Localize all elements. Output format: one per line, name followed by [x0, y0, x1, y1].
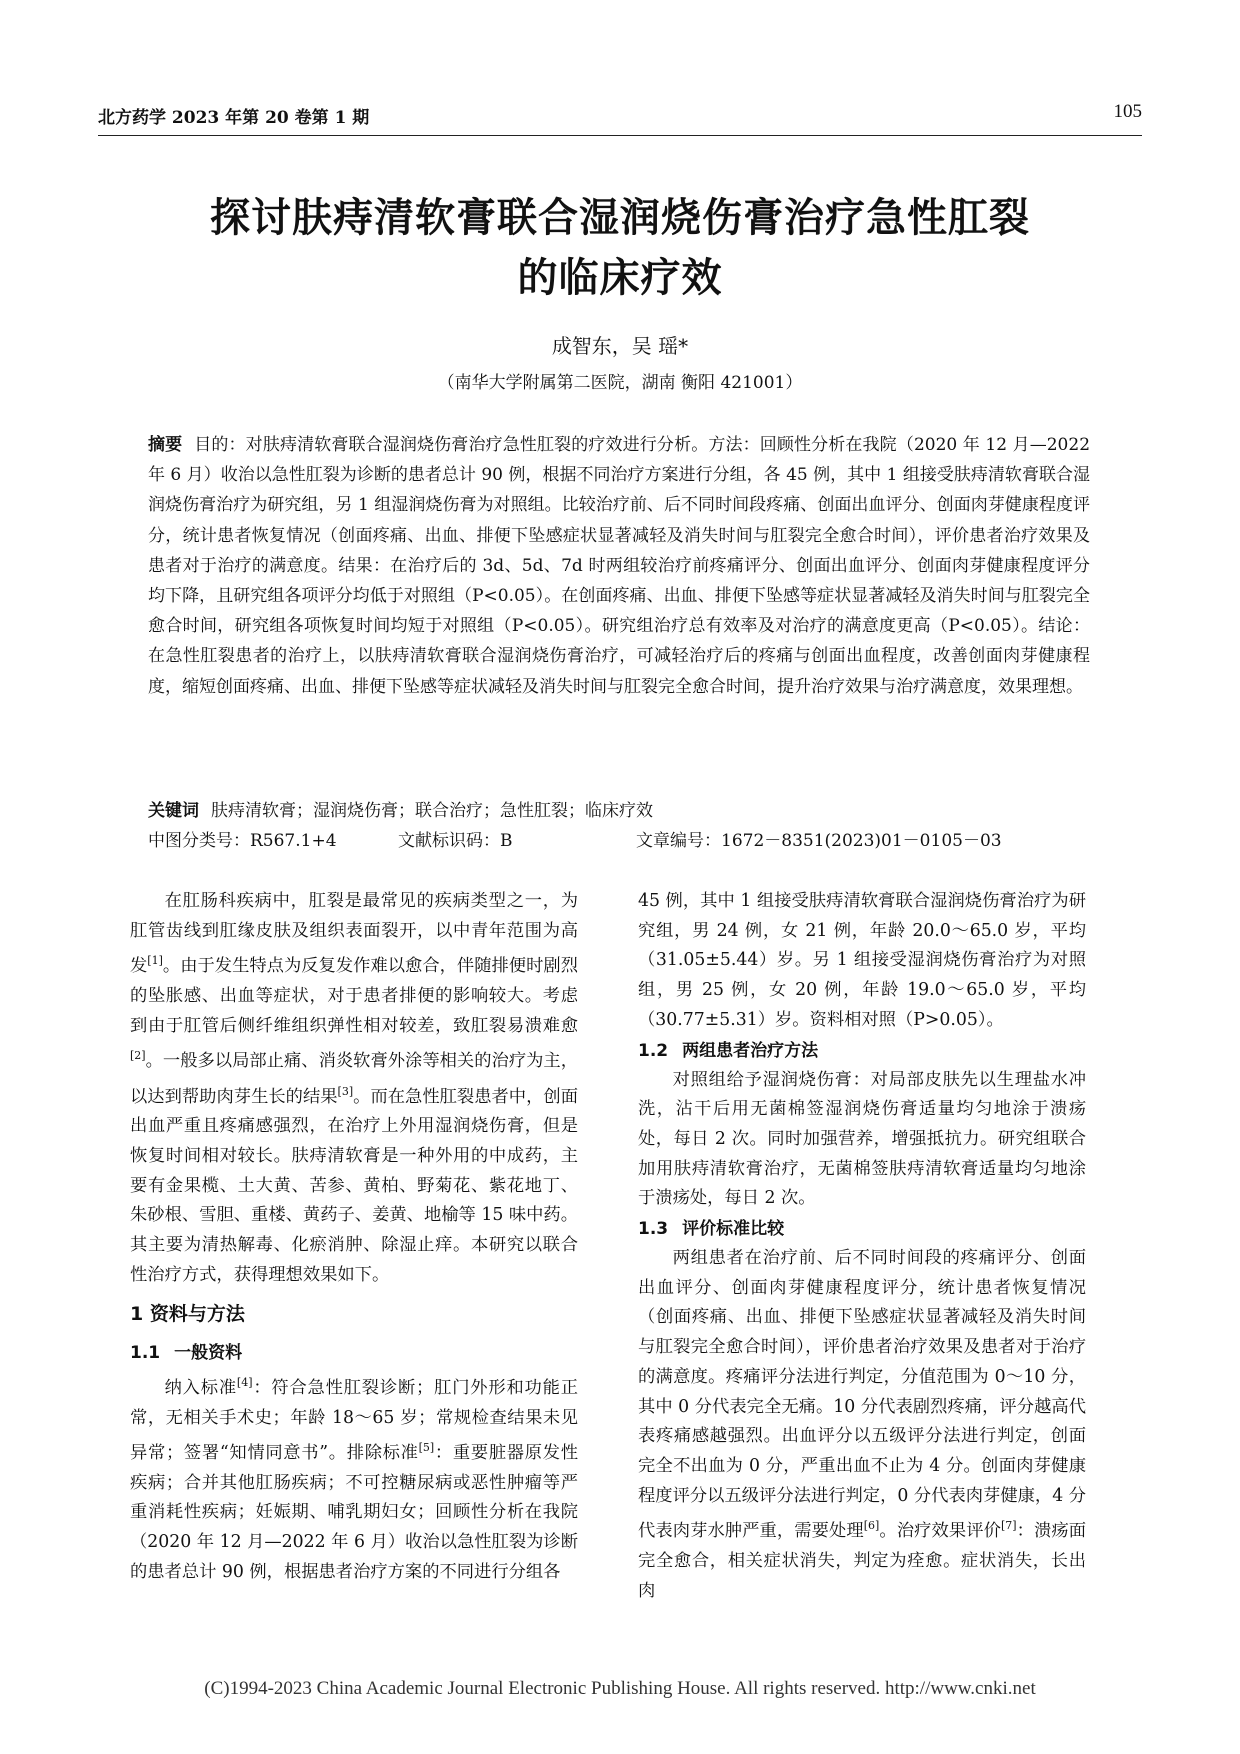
- clc-number: 中图分类号：R567.1+4: [148, 831, 337, 851]
- citation-2: [2]: [130, 1049, 146, 1063]
- keywords: [148, 796, 1090, 826]
- subsection-number: 1.1: [130, 1343, 161, 1364]
- subsection-number: 1.3: [638, 1219, 669, 1240]
- affiliation: （南华大学附属第二医院，湖南 衡阳 421001）: [437, 373, 803, 393]
- title-line-1: 探讨肤痔清软膏联合湿润烧伤膏治疗急性肛裂: [210, 195, 1030, 241]
- article-title: [120, 188, 1120, 308]
- citation-4: [4]: [236, 1376, 253, 1390]
- left-column: [130, 887, 578, 1588]
- subsection-heading-1-2: [638, 1036, 1086, 1066]
- subsection-heading-1-1: [130, 1338, 578, 1368]
- keywords-text: 肤痔清软膏；湿润烧伤膏；联合治疗；急性肛裂；临床疗效: [211, 801, 653, 821]
- abstract-label: 摘要: [148, 435, 183, 455]
- intro-text-d: 。而在急性肛裂患者中，创面出血严重且疼痛感强烈，在治疗上外用湿润烧伤膏，但是恢复时间相对较长。肤痔清软膏是一种外用的中成药，主要有金果榄、土大黄、苦参、黄柏、野菊花、紫花地丁、朱砂根、雪胆、重楼、黄药子、姜黄、地榆等 15 味中药。其主要为清热解毒、化瘀消肿、除湿止痒。本研究以联合性治疗方式，获得理想效果如下。: [130, 1086, 578, 1285]
- document-code: 文献标识码：B: [398, 831, 513, 851]
- intro-text-a: 在肛肠科疾病中，肛裂是最常见的疾病类型之一，为肛管齿线到肛缘皮肤及组织表面裂开，以中青年范围为高发: [130, 891, 578, 977]
- article-number: 文章编号：1672－8351(2023)01－0105－03: [636, 831, 1002, 851]
- subsection-number: 1.2: [638, 1040, 669, 1061]
- keywords-label: 关键词: [148, 801, 199, 821]
- intro-paragraph: [130, 887, 578, 1290]
- group-paragraph: 45 例，其中 1 组接受肤痔清软膏联合湿润烧伤膏治疗为研究组，男 24 例，女 21 例，年龄 20.0～65.0 岁，平均（31.05±5.44）岁。另 1 组接受湿润烧伤膏治疗为对照组，男 25 例，女 20 例，年龄 19.0～65.0 岁，平均（30.77±5.31）岁。资料相对照（P>0.05）。: [638, 891, 1086, 1030]
- intro-text-b: 。由于发生特点为反复发作难以愈合，伴随排便时剧烈的坠胀感、出血等症状，对于患者排便的影响较大。考虑到由于肛管后侧纤维组织弹性相对较差，致肛裂易溃难愈: [130, 956, 578, 1036]
- criteria-text-b: 。治疗效果评价: [879, 1521, 1001, 1542]
- citation-1: [1]: [147, 954, 163, 968]
- running-header: [98, 101, 1142, 136]
- abstract: [148, 430, 1090, 702]
- methods-paragraph: 对照组给予湿润烧伤膏：对局部皮肤先以生理盐水冲洗，沾干后用无菌棉签湿润烧伤膏适量均匀地涂于溃疡处，每日 2 次。同时加强营养，增强抵抗力。研究组联合加用肤痔清软膏治疗，无菌棉签肤痔清软膏适量均匀地涂于溃疡处，每日 2 次。: [638, 1069, 1086, 1209]
- subsection-title: 一般资料: [174, 1343, 243, 1364]
- citation-3: [3]: [337, 1084, 354, 1098]
- citation-5: [5]: [418, 1441, 435, 1455]
- inclusion-paragraph: [130, 1368, 578, 1587]
- criteria-text-c: ：溃疡面完全愈合，相关症状消失，判定为痊愈。症状消失，长出肉: [638, 1521, 1086, 1601]
- inclusion-text-a: 纳入标准: [164, 1377, 237, 1398]
- subsection-title: 评价标准比较: [682, 1219, 785, 1240]
- subsection-title: 两组患者治疗方法: [682, 1040, 819, 1061]
- authors: 成智东，吴 瑶*: [551, 334, 689, 358]
- section-heading-1: 1 资料与方法: [130, 1303, 245, 1326]
- journal-name: 北方药学 2023 年第 20 卷第 1 期: [98, 108, 370, 128]
- title-line-2: 的临床疗效: [517, 255, 723, 301]
- copyright-footer: (C)1994-2023 China Academic Journal Electronic Publishing House. All rights reserved. http://www.cnki.net: [204, 1678, 1036, 1699]
- subsection-heading-1-3: [638, 1214, 1086, 1244]
- criteria-text-a: 两组患者在治疗前、后不同时间段的疼痛评分、创面出血评分、创面肉芽健康程度评分，统计患者恢复情况（创面疼痛、出血、排便下坠感症状显著减轻及消失时间与肛裂完全愈合时间），评价患者治疗效果及患者对于治疗的满意度。疼痛评分法进行判定，分值范围为 0～10 分，其中 0 分代表完全无痛。10 分代表剧烈疼痛，评分越高代表疼痛感越强烈。出血评分以五级评分法进行判定，创面完全不出血为 0 分，严重出血不止为 4 分。创面肉芽健康程度评分以五级评分法进行判定，0 分代表肉芽健康，4 分代表肉芽水肿严重，需要处理: [638, 1248, 1086, 1542]
- right-column: [638, 887, 1086, 1606]
- inclusion-text-c: ：重要脏器原发性疾病；合并其他肛肠疾病；不可控糖尿病或恶性肿瘤等严重消耗性疾病；妊娠期、哺乳期妇女；回顾性分析在我院（2020 年 12 月—2022 年 6 月）收治以急性肛裂为诊断的患者总计 90 例，根据患者治疗方案的不同进行分组各: [130, 1443, 578, 1582]
- inclusion-text-b: ：符合急性肛裂诊断；肛门外形和功能正常，无相关手术史；年龄 18～65 岁；常规检查结果未见异常；签署“知情同意书”。排除标准: [130, 1377, 578, 1464]
- criteria-paragraph: [638, 1244, 1086, 1606]
- citation-7: [7]: [1000, 1519, 1017, 1533]
- intro-text-c: 。一般多以局部止痛、消炎软膏外涂等相关的治疗为主，以达到帮助肉芽生长的结果: [130, 1051, 578, 1107]
- abstract-text: 目的：对肤痔清软膏联合湿润烧伤膏治疗急性肛裂的疗效进行分析。方法：回顾性分析在我院（2020 年 12 月—2022 年 6 月）收治以急性肛裂为诊断的患者总计 90 例，根据不同治疗方案进行分组，各 45 例，其中 1 组接受肤痔清软膏联合湿润烧伤膏治疗为研究组，另 1 组湿润烧伤膏为对照组。比较治疗前、后不同时间段疼痛、创面出血评分、创面肉芽健康程度评分，统计患者恢复情况（创面疼痛、出血、排便下坠感症状显著减轻及消失时间与肛裂完全愈合时间），评价患者治疗效果及患者对于治疗的满意度。结果：在治疗后的 3d、5d、7d 时两组较治疗前疼痛评分、创面出血评分、创面肉芽健康程度评分均下降，且研究组各项评分均低于对照组（P<0.05）。在创面疼痛、出血、排便下坠感等症状显著减轻及消失时间与肛裂完全愈合时间，研究组各项恢复时间均短于对照组（P<0.05）。研究组治疗总有效率及对治疗的满意度更高（P<0.05）。结论：在急性肛裂患者的治疗上，以肤痔清软膏联合湿润烧伤膏治疗，可减轻治疗后的疼痛与创面出血程度，改善创面肉芽健康程度，缩短创面疼痛、出血、排便下坠感等症状减轻及消失时间与肛裂完全愈合时间，提升治疗效果与治疗满意度，效果理想。: [148, 435, 1091, 697]
- page-number: 105: [1113, 101, 1142, 122]
- citation-6: [6]: [863, 1519, 880, 1533]
